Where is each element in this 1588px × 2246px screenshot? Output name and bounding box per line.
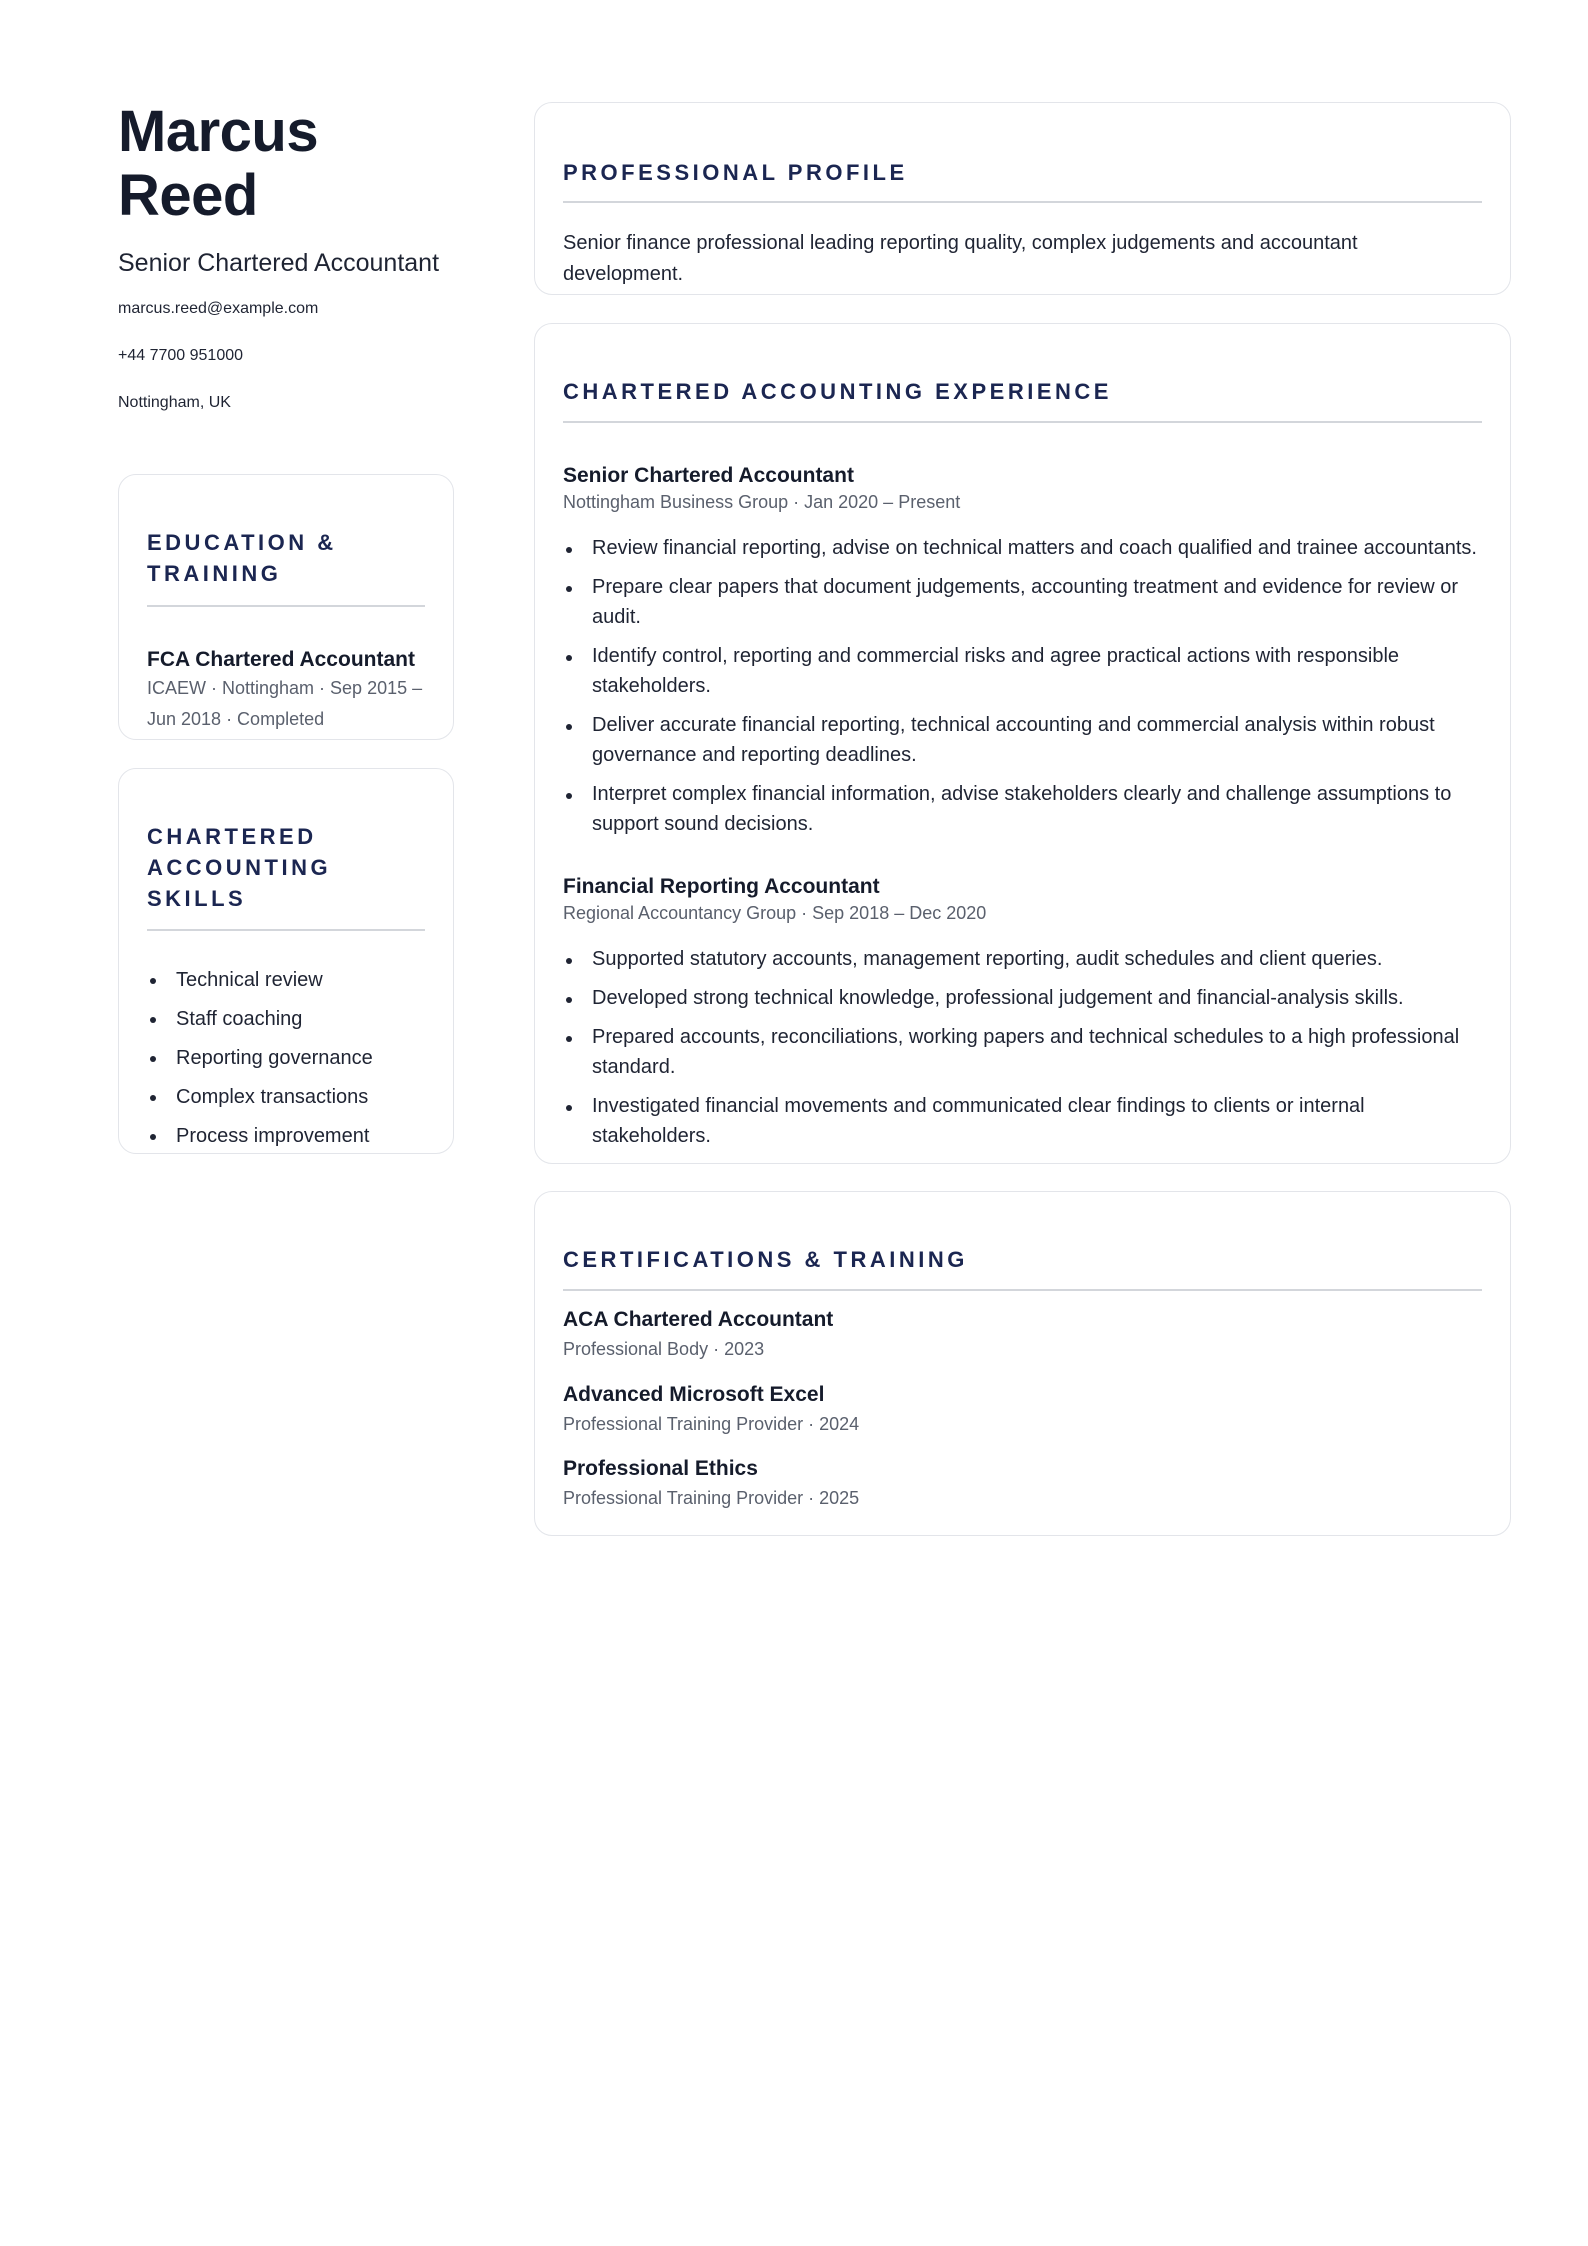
skill-item: Technical review xyxy=(147,961,373,1000)
job-bullet: Investigated financial movements and communicated clear findings to clients or internal stakeholders. xyxy=(563,1091,1483,1151)
contact-phone[interactable]: +44 7700 951000 xyxy=(118,346,244,364)
certification-title: ACA Chartered Accountant xyxy=(563,1308,834,1331)
section-divider xyxy=(563,201,1482,203)
certifications-heading: CERTIFICATIONS & TRAINING xyxy=(563,1247,968,1272)
education-entry-title: FCA Chartered Accountant xyxy=(147,648,415,671)
certification-meta: Professional Training Provider · 2025 xyxy=(563,1488,860,1508)
education-heading: EDUCATION & TRAINING xyxy=(147,530,337,586)
contact-email[interactable]: marcus.reed@example.com xyxy=(118,299,319,317)
job-bullet: Identify control, reporting and commercial risks and agree practical actions with responsible stakeholders. xyxy=(563,641,1483,701)
candidate-headline: Senior Chartered Accountant xyxy=(118,248,440,277)
skills-heading: CHARTERED ACCOUNTING SKILLS xyxy=(147,824,332,911)
experience-heading: CHARTERED ACCOUNTING EXPERIENCE xyxy=(563,379,1112,404)
skill-item: Process improvement xyxy=(147,1117,373,1156)
certifications-card xyxy=(534,1191,1511,1536)
certification-entry xyxy=(563,1455,859,1511)
job-title: Financial Reporting Accountant xyxy=(563,875,880,898)
job-bullet: Developed strong technical knowledge, professional judgement and financial-analysis skills. xyxy=(563,983,1483,1013)
skill-item: Complex transactions xyxy=(147,1078,373,1117)
section-divider xyxy=(563,1289,1482,1291)
job-bullet: Deliver accurate financial reporting, technical accounting and commercial analysis within robust governance and reporting deadlines. xyxy=(563,710,1483,770)
section-divider xyxy=(147,605,425,607)
job-bullet: Review financial reporting, advise on technical matters and coach qualified and trainee accountants. xyxy=(563,533,1483,563)
job-title: Senior Chartered Accountant xyxy=(563,464,854,487)
skills-card xyxy=(118,768,454,1154)
candidate-name: Marcus Reed xyxy=(118,99,319,228)
skill-item: Reporting governance xyxy=(147,1039,373,1078)
skills-list xyxy=(147,961,373,1156)
job-meta: Nottingham Business Group · Jan 2020 – Present xyxy=(563,492,961,512)
job-bullet: Supported statutory accounts, management reporting, audit schedules and client queries. xyxy=(563,944,1483,974)
job-bullet: Prepared accounts, reconciliations, working papers and technical schedules to a high professional standard. xyxy=(563,1022,1483,1082)
job-bullet: Prepare clear papers that document judgements, accounting treatment and evidence for review or audit. xyxy=(563,572,1483,632)
contact-block xyxy=(118,300,454,412)
certification-entry xyxy=(563,1306,833,1362)
certification-meta: Professional Body · 2023 xyxy=(563,1339,765,1359)
section-divider xyxy=(147,929,425,931)
section-divider xyxy=(563,421,1482,423)
profile-heading: PROFESSIONAL PROFILE xyxy=(563,160,908,185)
skill-item: Staff coaching xyxy=(147,1000,373,1039)
job-bullets xyxy=(563,533,1483,839)
education-card xyxy=(118,474,454,740)
job-meta: Regional Accountancy Group · Sep 2018 – Dec 2020 xyxy=(563,903,987,923)
certification-title: Advanced Microsoft Excel xyxy=(563,1383,825,1406)
profile-card xyxy=(534,102,1511,295)
certification-meta: Professional Training Provider · 2024 xyxy=(563,1414,860,1434)
job-entry xyxy=(563,463,1483,848)
profile-summary: Senior finance professional leading reporting quality, complex judgements and accountant development. xyxy=(563,232,1358,285)
certification-entry xyxy=(563,1381,859,1437)
job-bullets xyxy=(563,944,1483,1151)
job-entry xyxy=(563,874,1483,1160)
contact-location: Nottingham, UK xyxy=(118,393,231,411)
education-entry-meta: ICAEW · Nottingham · Sep 2015 – Jun 2018 · Completed xyxy=(147,678,423,729)
sidebar-header xyxy=(118,100,454,441)
certification-title: Professional Ethics xyxy=(563,1457,758,1480)
job-bullet: Interpret complex financial information, advise stakeholders clearly and challenge assumptions to support sound decisions. xyxy=(563,779,1483,839)
experience-card xyxy=(534,323,1511,1164)
